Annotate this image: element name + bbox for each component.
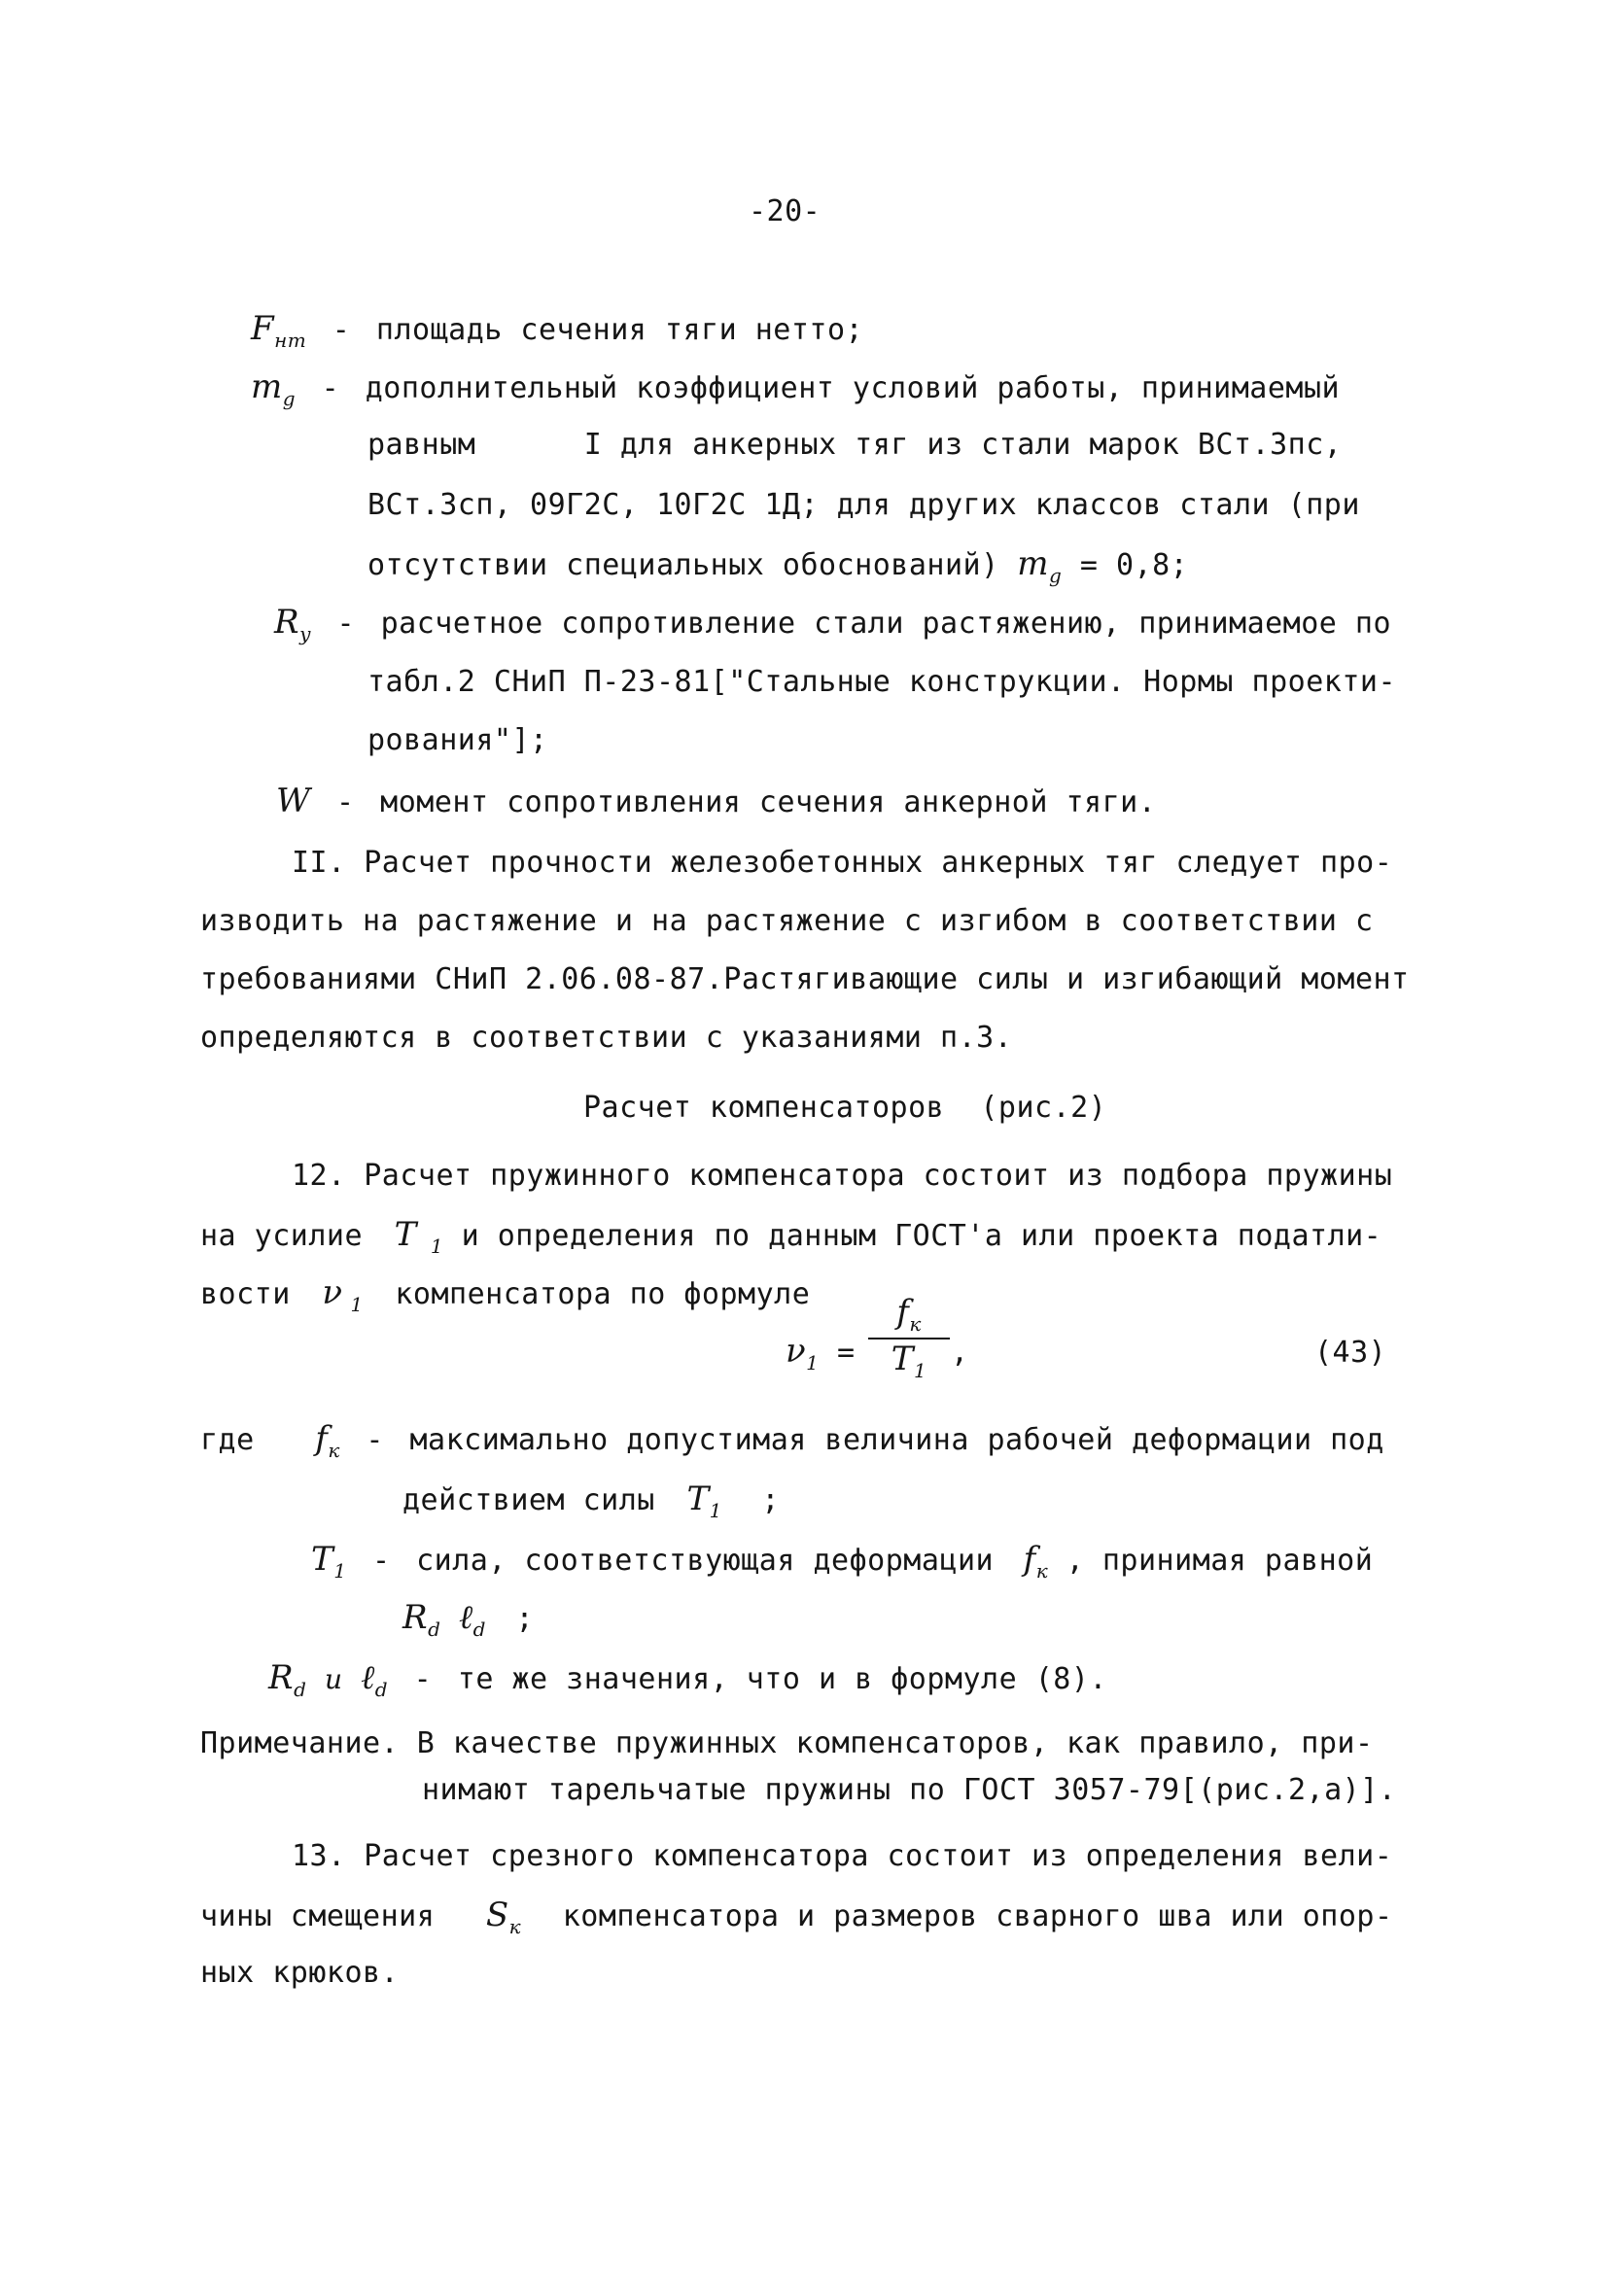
para11-line-1: II. Расчет прочности железобетонных анкерных тяг следует про- xyxy=(292,846,1393,880)
symbol-f: f xyxy=(896,1293,910,1332)
note-line-1: Примечание. В качестве пружинных компенсаторов, как правило, при- xyxy=(200,1726,1374,1760)
dash: - xyxy=(366,1423,384,1457)
para12-line-3 xyxy=(200,1273,810,1316)
where-fk-text: максимально допустимая величина рабочей деформации под xyxy=(409,1423,1384,1457)
fraction-denominator xyxy=(860,1339,958,1382)
para11-line-4: определяются в соответствии с указаниями п.3. xyxy=(200,1021,1013,1055)
formula-equals: = xyxy=(836,1336,856,1370)
def-fnt xyxy=(251,309,863,352)
def-w xyxy=(276,782,1156,822)
symbol-r: R xyxy=(402,1598,429,1637)
def-fnt-text: площадь сечения тяги нетто; xyxy=(375,313,864,347)
symbol-t: T xyxy=(686,1479,710,1518)
def-w-text: момент сопротивления сечения анкерной тяги. xyxy=(380,785,1157,819)
fraction-numerator xyxy=(860,1293,958,1336)
subscript-1: 1 xyxy=(806,1351,820,1374)
para13-line-3: ных крюков. xyxy=(200,1956,400,1990)
subscript-1: 1 xyxy=(913,1359,927,1382)
subscript-k: к xyxy=(508,1915,522,1938)
symbol-t: T xyxy=(891,1339,914,1378)
subscript-k: к xyxy=(909,1312,922,1336)
dash: - xyxy=(321,371,340,405)
para11-line-3: требованиями СНиП 2.06.08-87.Растягивающие силы и изгибающий момент xyxy=(200,962,1410,996)
symbol-l: ℓ xyxy=(458,1598,473,1637)
def-ry-text: расчетное сопротивление стали растяжению, принимаемое по xyxy=(380,607,1392,641)
symbol-r: R xyxy=(268,1658,295,1697)
def-ry-cont-1: табл.2 СНиП П-23-81["Стальные конструкции. Нормы проекти- xyxy=(367,665,1397,699)
where-word: где xyxy=(200,1423,255,1457)
conjunction-and: и xyxy=(324,1663,343,1695)
subscript-nt: нт xyxy=(274,329,307,352)
subscript-d: d xyxy=(472,1618,486,1641)
subscript-d: d xyxy=(374,1678,389,1701)
subscript-1: 1 xyxy=(350,1293,364,1316)
subscript-d: d xyxy=(294,1678,307,1701)
formula-comma: , xyxy=(951,1336,969,1370)
subscript-1: 1 xyxy=(709,1499,722,1522)
dash: - xyxy=(336,607,356,641)
semicolon: ; xyxy=(761,1483,780,1517)
para13-line-1: 13. Расчет срезного компенсатора состоит из определения вели- xyxy=(292,1839,1393,1873)
subscript-1: 1 xyxy=(430,1235,444,1258)
symbol-f: f xyxy=(1023,1540,1036,1579)
where-fk xyxy=(200,1419,1384,1462)
symbol-nu: ν xyxy=(786,1332,807,1371)
symbol-t: T xyxy=(311,1540,334,1579)
dash: - xyxy=(336,785,355,819)
def-mg-cont-2: ВСт.3сп, 09Г2С, 10Г2С 1Д; для других классов стали (при xyxy=(367,488,1360,522)
symbol-m: m xyxy=(1017,544,1049,583)
para12-line-3b: компенсатора по формуле xyxy=(395,1277,811,1311)
symbol-s: S xyxy=(485,1896,509,1934)
formula-fraction xyxy=(860,1293,958,1382)
where-t1-text-b: , принимая равной xyxy=(1066,1544,1374,1578)
def-ry xyxy=(274,603,1391,645)
semicolon: ; xyxy=(515,1602,535,1636)
subscript-k: к xyxy=(328,1439,340,1462)
where-rd-ld xyxy=(402,1598,534,1641)
section-heading: Расчет компенсаторов (рис.2) xyxy=(583,1091,1107,1125)
dash: - xyxy=(371,1544,391,1578)
subscript-g: g xyxy=(1048,564,1063,587)
symbol-f: F xyxy=(251,309,275,348)
where-t1 xyxy=(311,1540,1373,1583)
def-mg xyxy=(251,367,1340,410)
para12-line-2 xyxy=(200,1215,1381,1258)
dash: - xyxy=(413,1662,433,1696)
subscript-d: d xyxy=(428,1618,441,1641)
subscript-1: 1 xyxy=(333,1559,347,1583)
page-number: -20- xyxy=(749,194,821,228)
para12-line-2b: и определения по данным ГОСТ'а или проекта податли- xyxy=(461,1219,1382,1253)
where-fk-cont xyxy=(402,1479,780,1522)
dash: - xyxy=(332,313,351,347)
subscript-k: к xyxy=(1035,1559,1049,1583)
subscript-g: g xyxy=(282,387,297,410)
def-mg-cont-3 xyxy=(367,544,1188,587)
symbol-f: f xyxy=(315,1419,329,1458)
formula-number: (43) xyxy=(1314,1336,1387,1370)
para11-line-2: изводить на растяжение и на растяжение с изгибом в соответствии с xyxy=(200,904,1374,938)
para13-line-2 xyxy=(200,1896,1393,1938)
where-fk-cont-text: действием силы xyxy=(402,1483,655,1517)
where-rl-text: те же значения, что и в формуле (8). xyxy=(457,1662,1107,1696)
symbol-l: ℓ xyxy=(361,1658,375,1697)
note-line-2: нимают тарельчатые пружины по ГОСТ 3057-79[(рис.2,а)]. xyxy=(422,1773,1397,1807)
subscript-y: y xyxy=(299,622,311,645)
where-t1-text-a: сила, соответствующая деформации xyxy=(416,1544,995,1578)
symbol-m: m xyxy=(251,367,283,406)
para13-line-2a: чины смещения xyxy=(200,1899,436,1933)
symbol-nu: ν xyxy=(322,1273,343,1312)
formula-lhs xyxy=(786,1332,856,1374)
symbol-t: T xyxy=(394,1215,417,1254)
def-mg-cont-1: равным I для анкерных тяг из стали марок ВСт.3пс, xyxy=(367,428,1343,462)
para12-line-3a: вости xyxy=(200,1277,291,1311)
def-mg-cont-3-text: отсутствии специальных обоснований) xyxy=(367,548,999,582)
para12-line-1: 12. Расчет пружинного компенсатора состоит из подбора пружины xyxy=(292,1159,1393,1193)
symbol-r: R xyxy=(274,603,300,642)
para12-line-2a: на усилие xyxy=(200,1219,364,1253)
symbol-w: W xyxy=(276,782,311,820)
def-ry-cont-2: рования"]; xyxy=(367,723,548,757)
where-rl xyxy=(268,1658,1107,1701)
def-mg-value: = 0,8; xyxy=(1079,548,1189,582)
para13-line-2b: компенсатора и размеров сварного шва или опор- xyxy=(562,1899,1393,1933)
def-mg-text: дополнительный коэффициент условий работы, принимаемый xyxy=(365,371,1341,405)
